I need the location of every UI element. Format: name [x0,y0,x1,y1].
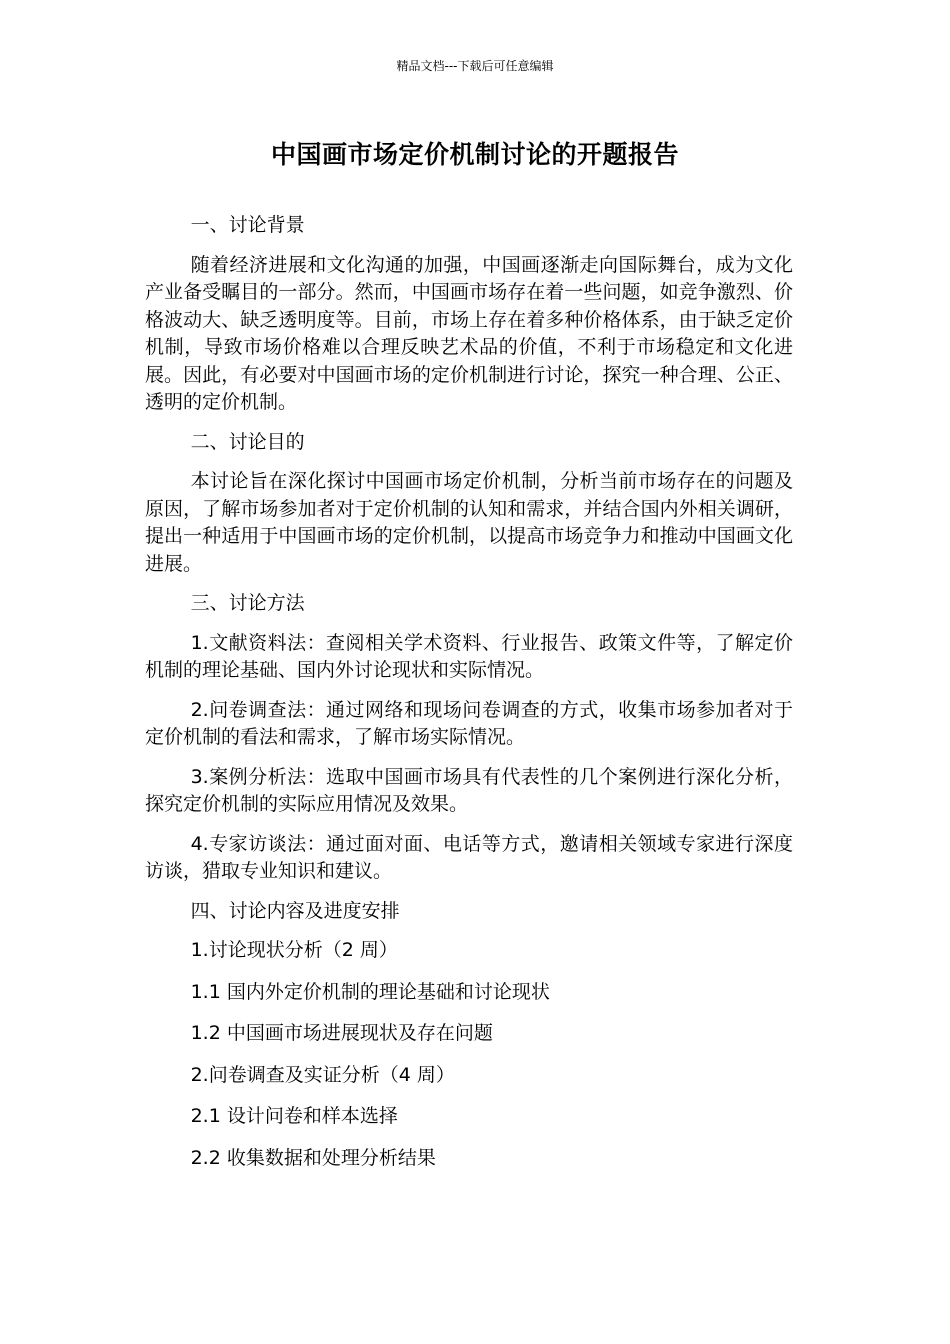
document-body [145,212,793,1186]
method-expert-interview: 4.专家访谈法：通过面对面、电话等方式，邀请相关领域专家进行深度访谈，猎取专业知识和建议。 [145,832,793,882]
schedule-item: 2.1 设计问卷和样本选择 [190,1105,398,1127]
page-header-note: 精品文档---下载后可任意编辑 [396,59,554,73]
method-questionnaire: 2.问卷调查法：通过网络和现场问卷调查的方式，收集市场参加者对于定价机制的看法和需求，了解市场实际情况。 [145,698,793,748]
section-heading-methods: 三、讨论方法 [190,592,305,614]
schedule-item: 1.1 国内外定价机制的理论基础和讨论现状 [190,980,550,1003]
schedule-item: 2.问卷调查及实证分析（4 周） [190,1063,455,1086]
schedule-item: 1.讨论现状分析（2 周） [190,939,398,961]
section-heading-background: 一、讨论背景 [190,214,305,236]
document-title: 中国画市场定价机制讨论的开题报告 [270,140,679,169]
section-heading-purpose: 二、讨论目的 [190,430,305,453]
method-case-study: 3.案例分析法：选取中国画市场具有代表性的几个案例进行深化分析，探究定价机制的实际应用情况及效果。 [145,765,793,815]
section-heading-schedule: 四、讨论内容及进度安排 [190,899,400,922]
schedule-item: 2.2 收集数据和处理分析结果 [190,1146,436,1169]
paragraph-background: 随着经济进展和文化沟通的加强，中国画逐渐走向国际舞台，成为文化产业备受瞩目的一部分。然而，中国画市场存在着一些问题，如竞争激烈、价格波动大、缺乏透明度等。目前，市场上存在着多种价格体系，由于缺乏定价机制，导致市场价格难以合理反映艺术品的价值，不利于市场稳定和文化进展。因此，有必要对中国画市场的定价机制进行讨论，探究一种合理、公正、透明的定价机制。 [145,253,793,413]
paragraph-purpose: 本讨论旨在深化探讨中国画市场定价机制，分析当前市场存在的问题及原因，了解市场参加者对于定价机制的认知和需求，并结合国内外相关调研，提出一种适用于中国画市场的定价机制，以提高市场竞争力和推动中国画文化进展。 [145,470,793,575]
schedule-item: 1.2 中国画市场进展现状及存在问题 [190,1022,493,1044]
method-literature: 1.文献资料法：查阅相关学术资料、行业报告、政策文件等，了解定价机制的理论基础、国内外讨论现状和实际情况。 [145,631,793,681]
